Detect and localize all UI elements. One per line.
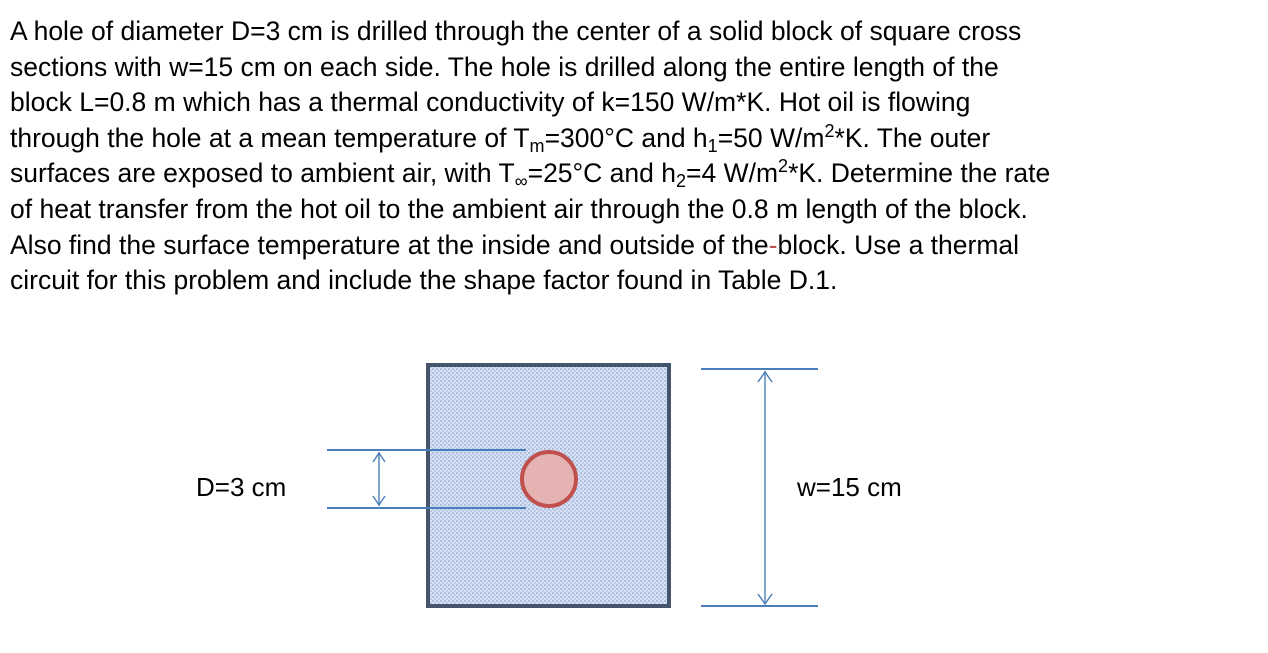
problem-line-7 (10, 228, 1260, 264)
subscript-infinity: ∞ (514, 171, 528, 192)
drilled-hole (522, 452, 576, 506)
problem-text: Also find the surface temperature at the inside and outside of the (10, 229, 769, 260)
solid-block (428, 365, 669, 606)
red-dash-mark: - (768, 229, 778, 260)
hole-dimension-arrow (373, 452, 385, 506)
problem-line-1: A hole of diameter D=3 cm is drilled through the center of a solid block of square cross (10, 16, 1022, 46)
block-width-label: w=15 cm (797, 472, 902, 502)
problem-text: =4 W/m (686, 158, 779, 189)
superscript-2: 2 (778, 156, 789, 177)
problem-text: =50 W/m (717, 122, 825, 153)
problem-text: through the hole at a mean temperature of T (10, 122, 530, 153)
problem-text: *K. Determine the rate (788, 158, 1051, 189)
problem-text: =25°C and h (527, 158, 676, 189)
problem-line-2: sections with w=15 cm on each side. The hole is drilled along the entire length of the (10, 51, 999, 82)
problem-statement (10, 14, 1260, 299)
problem-line-8: circuit for this problem and include the shape factor found in Table D.1. (10, 265, 838, 296)
problem-line-5 (10, 156, 1260, 192)
width-dimension-arrow (758, 371, 772, 604)
subscript-1: 1 (707, 135, 718, 156)
problem-line-3: block L=0.8 m which has a thermal conductivity of k=150 W/m*K. Hot oil is flowing (10, 87, 971, 118)
superscript-2: 2 (824, 120, 835, 141)
subscript-2: 2 (675, 171, 686, 192)
problem-line-4 (10, 121, 1260, 157)
problem-text: =300°C and h (544, 122, 708, 153)
problem-line-6: of heat transfer from the hot oil to the ambient air through the 0.8 m length of the block. (10, 193, 1028, 224)
subscript-m: m (529, 135, 545, 156)
problem-text: *K. The outer (834, 122, 991, 153)
problem-text: block. Use a thermal (777, 229, 1020, 260)
hole-diameter-label: D=3 cm (196, 472, 287, 502)
problem-text: surfaces are exposed to ambient air, with T (10, 158, 515, 189)
